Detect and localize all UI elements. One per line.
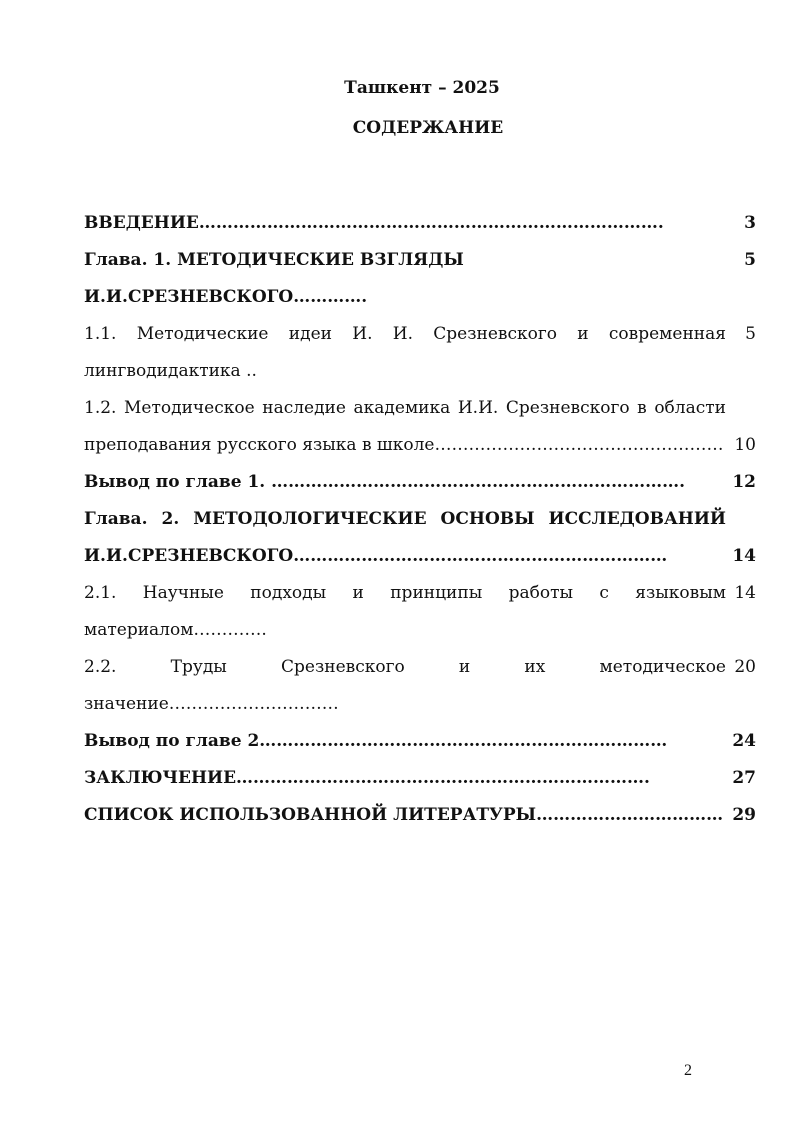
toc-entry-page: 20 bbox=[734, 657, 756, 677]
page-number: 2 bbox=[684, 1062, 692, 1079]
toc-entry-conclusion[interactable] bbox=[84, 760, 756, 797]
toc-entry-introduction[interactable] bbox=[84, 205, 756, 242]
toc-entry-page: 14 bbox=[732, 546, 756, 566]
toc-entry-text: ВВЕДЕНИЕ………………………………………………………………………. bbox=[84, 213, 664, 233]
toc-entry-text: 1.2. Методическое наследие академика И.И. Срезневского в области преподавания русского языка в школе…………………………………………… bbox=[84, 398, 726, 455]
toc-entry-text: Глава. 1. МЕТОДИЧЕСКИЕ ВЗГЛЯДЫ И.И.СРЕЗНЕВСКОГО…………. bbox=[84, 250, 464, 307]
toc-entry-text: 2.2. Труды Срезневского и их методическое значение………………………… bbox=[84, 657, 726, 714]
toc-entry-page: 5 bbox=[745, 324, 756, 344]
table-of-contents bbox=[84, 205, 756, 834]
toc-entry-conclusion-chapter-1[interactable] bbox=[84, 464, 756, 501]
toc-entry-page: 10 bbox=[734, 435, 756, 455]
toc-entry-text: 2.1. Научные подходы и принципы работы с языковым материалом…………. bbox=[84, 583, 726, 640]
toc-entry-page: 14 bbox=[734, 583, 756, 603]
toc-entry-section-1-2[interactable] bbox=[84, 390, 756, 464]
toc-entry-conclusion-chapter-2[interactable] bbox=[84, 723, 756, 760]
toc-entry-page: 5 bbox=[744, 250, 756, 270]
toc-entry-bibliography[interactable] bbox=[84, 797, 756, 834]
city-year: Ташкент – 2025 bbox=[344, 78, 500, 98]
toc-entry-text: Вывод по главе 2……………………………………………………………… bbox=[84, 731, 668, 751]
toc-entry-section-2-2[interactable] bbox=[84, 649, 756, 723]
toc-entry-text: Вывод по главе 1. ………………………………………………………………. bbox=[84, 472, 686, 492]
toc-entry-text: ЗАКЛЮЧЕНИЕ………………………………………………………………. bbox=[84, 768, 650, 788]
toc-entry-text: Глава. 2. МЕТОДОЛОГИЧЕСКИЕ ОСНОВЫ ИССЛЕДОВАНИЙ И.И.СРЕЗНЕВСКОГО………………………………………………………… bbox=[84, 509, 726, 566]
toc-entry-section-2-1[interactable] bbox=[84, 575, 756, 649]
page-title: СОДЕРЖАНИЕ bbox=[352, 118, 504, 138]
toc-entry-page: 29 bbox=[732, 805, 756, 825]
toc-entry-page: 24 bbox=[732, 731, 756, 751]
toc-entry-text: 1.1. Методические идеи И. И. Срезневского и современная лингводидактика .. bbox=[84, 324, 726, 381]
toc-entry-chapter-2[interactable] bbox=[84, 501, 756, 575]
toc-entry-page: 3 bbox=[744, 213, 756, 233]
toc-entry-page: 12 bbox=[732, 472, 756, 492]
toc-entry-page: 27 bbox=[732, 768, 756, 788]
toc-entry-section-1-1[interactable] bbox=[84, 316, 756, 390]
toc-entry-chapter-1[interactable] bbox=[84, 242, 756, 316]
toc-entry-text: СПИСОК ИСПОЛЬЗОВАННОЙ ЛИТЕРАТУРЫ…………………………… bbox=[84, 805, 724, 825]
